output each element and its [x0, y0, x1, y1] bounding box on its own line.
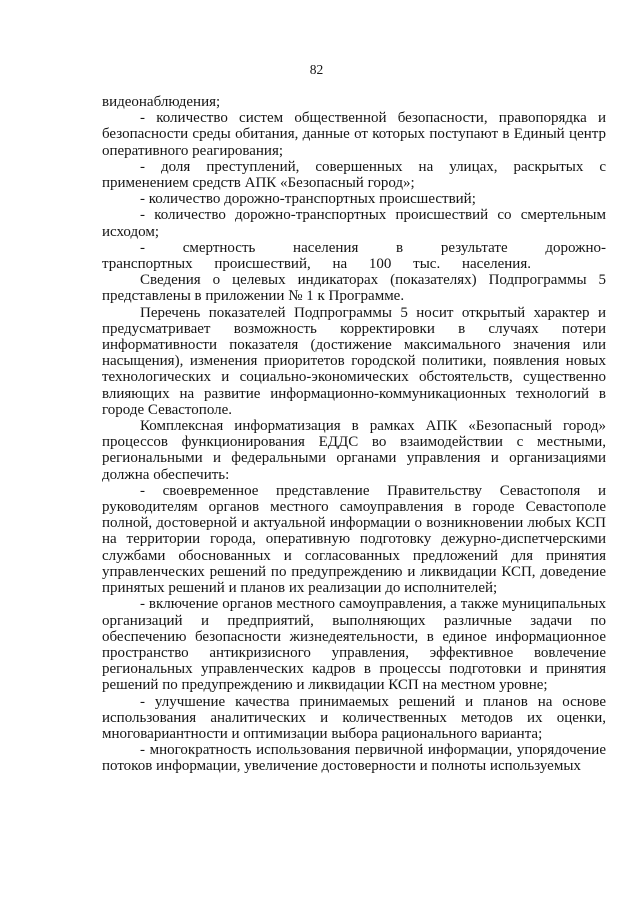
paragraph: - своевременное представление Правительству Севастополя и руководителям органов местного самоуправления в городе Севастополе полной, достоверной и актуальной информации о возникновении любых КСП на территории города, оперативную подготовку дежурно-диспетчерскими службами обоснованных и согласованных предложений для принятия управленческих решений по предупреждению и ликвидации КСП, доведение принятых решений и планов их реализации до исполнителей; — [102, 482, 606, 597]
paragraph: Перечень показателей Подпрограммы 5 носит открытый характер и предусматривает возможность корректировки в случаях потери информативности показателя (достижение максимального значения или насыщения), изменения приоритетов городской политики, появления новых технологических и социально-экономических обстоятельств, существенно влияющих на развитие информационно-коммуникационных технологий в городе Севастополе. — [102, 304, 606, 418]
paragraph: Комплексная информатизация в рамках АПК «Безопасный город» процессов функционирования ЕДДС во взаимодействии с местными, региональными и федеральными органами управления и организациями должна обеспечить: — [102, 418, 606, 483]
paragraph: видеонаблюдения; — [102, 94, 221, 110]
paragraph: Сведения о целевых индикаторах (показателях) Подпрограммы 5 представлены в приложении № 1 к Программе. — [102, 272, 606, 305]
paragraph: - количество систем общественной безопасности, правопорядка и безопасности среды обитания, данные от которых поступают в Единый центр оперативного реагирования; — [102, 110, 606, 159]
paragraph: - улучшение качества принимаемых решений и планов на основе использования аналитических и количественных методов их оценки, многовариантности и оптимизации выбора рационального варианта; — [102, 693, 606, 742]
paragraph: - количество дорожно-транспортных происшествий со смертельным исходом; — [102, 207, 606, 240]
page-number: 82 — [309, 62, 324, 77]
paragraph: - количество дорожно-транспортных происшествий; — [140, 191, 476, 208]
document-body — [102, 94, 606, 775]
paragraph: - многократность использования первичной информации, упорядочение потоков информации, увеличение достоверности и полноты используемых — [102, 742, 606, 775]
paragraph: - смертность населения в результате дорожно-транспортных происшествий, на 100 тыс. населения. — [102, 239, 606, 273]
paragraph: - доля преступлений, совершенных на улицах, раскрытых с применением средств АПК «Безопасный город»; — [102, 158, 606, 192]
paragraph: - включение органов местного самоуправления, а также муниципальных организаций и предприятий, выполняющих различные задачи по обеспечению безопасности жизнедеятельности, в единое информационное пространство антикризисного управления, эффективное вовлечение региональных управленческих кадров в процессы подготовки и принятия решений по предупреждению и ликвидации КСП на местном уровне; — [102, 596, 606, 694]
